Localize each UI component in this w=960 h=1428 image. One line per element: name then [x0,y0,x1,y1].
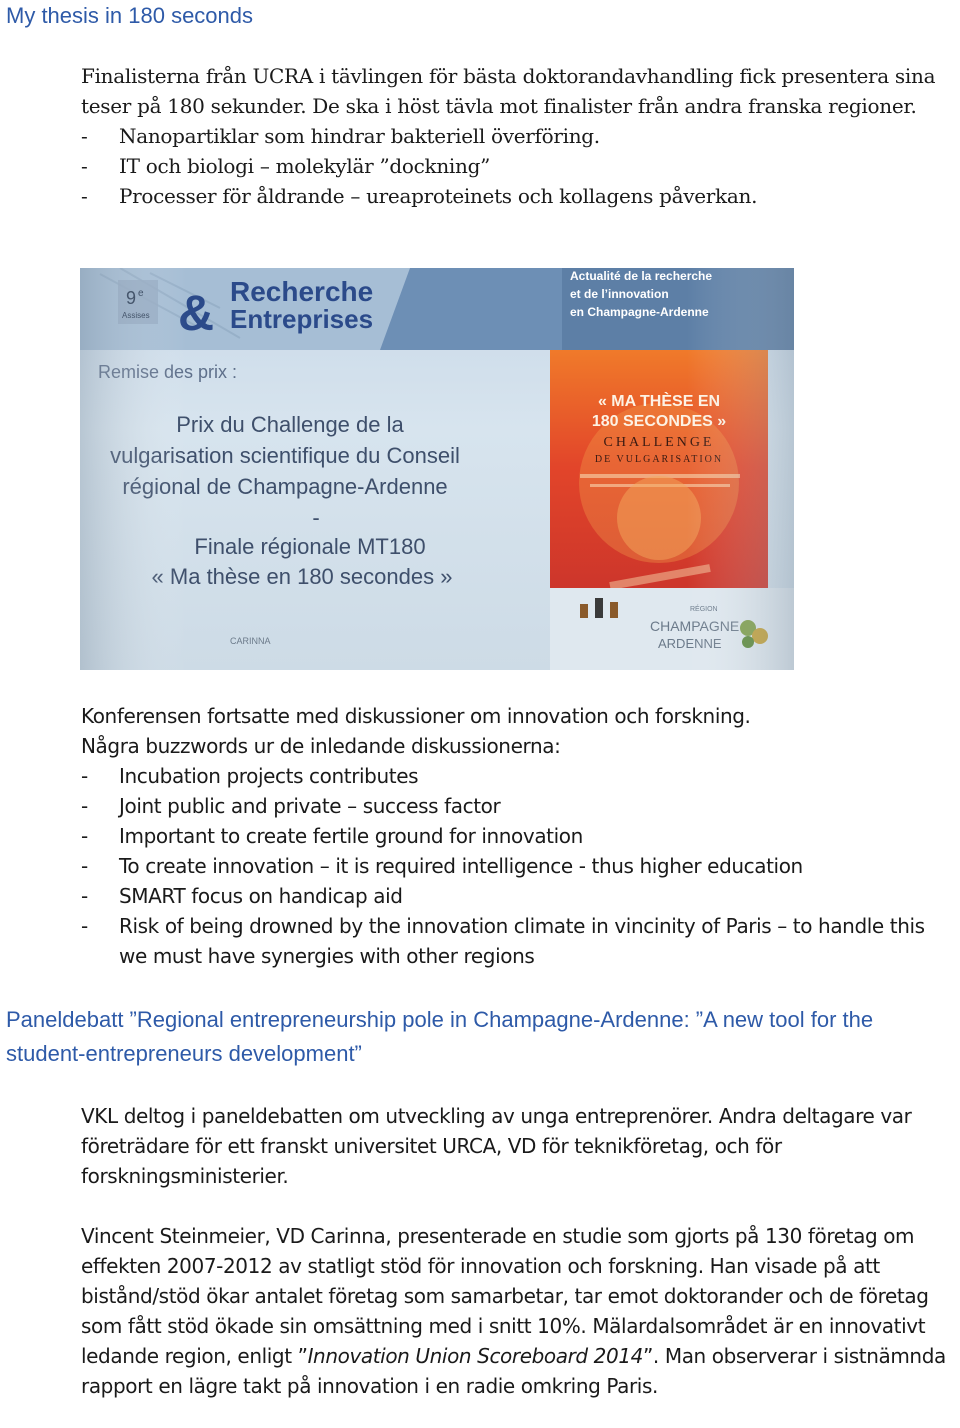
list-item: - IT och biologi – molekylär ”dockning” [81,151,953,181]
panel-paragraph-2-start: Vincent Steinmeier, VD Carinna, presenterade en studie som gjorts på 130 företag om effekten 2007-2012 av statligt stöd för innovation och forskning. Han visade på att bistånd/stöd ökar antalet företag som samarbetar, tar emot doktorander och de företag som fått stöd ökade sin omsättning med i snitt 10%. Mälardalsområdet är en innovativt ledande region, enligt ” [81,1224,929,1368]
slide-graphic [80,268,794,670]
panel-paragraph-1: VKL deltog i paneldebatten om utveckling av unga entreprenörer. Andra deltagare var företrädare för ett franskt universitet URCA, VD för teknikföretag, och för forskningsministerier. [81,1104,912,1188]
list-item: - Risk of being drowned by the innovation climate in vincinity of Paris – to handle this we must have synergies with other regions [81,911,953,971]
buzzwords-intro: Några buzzwords ur de inledande diskussionerna: [81,734,561,758]
panel-paragraph-2 [81,1221,953,1401]
thesis-section [81,61,953,211]
conference-paragraph: Konferensen fortsatte med diskussioner om innovation och forskning. [81,704,751,728]
list-item: - To create innovation – it is required intelligence - thus higher education [81,851,953,881]
list-item: - Processer för åldrande – ureaproteinets och kollagens påverkan. [81,181,953,211]
panel-paragraph-2-end: ”. Man observerar i sistnämnda rapport en lägre takt på innovation i en radie omkring Paris. [81,1344,946,1398]
section-heading-panel-debate: Paneldebatt ”Regional entrepreneurship pole in Champagne-Ardenne: ”A new tool for the student-entrepreneurs development” [6,1007,874,1066]
buzzword-list [81,761,953,971]
conference-section [81,701,953,971]
panel-section [81,1101,953,1401]
thesis-intro: Finalisterna från UCRA i tävlingen för bästa doktorandavhandling fick presentera sina teser på 180 sekunder. De ska i höst tävla mot finalister från andra franska regioner. [81,64,936,118]
list-item: - Important to create fertile ground for innovation [81,821,953,851]
conference-slide-photo [80,268,794,670]
list-item: - SMART focus on handicap aid [81,881,953,911]
report-title: Innovation Union Scoreboard 2014 [307,1344,643,1368]
list-item: - Joint public and private – success factor [81,791,953,821]
list-item: - Nanopartiklar som hindrar bakteriell överföring. [81,121,953,151]
section-heading-thesis: My thesis in 180 seconds [6,3,254,28]
list-item: - Incubation projects contributes [81,761,953,791]
thesis-topic-list [81,121,953,211]
